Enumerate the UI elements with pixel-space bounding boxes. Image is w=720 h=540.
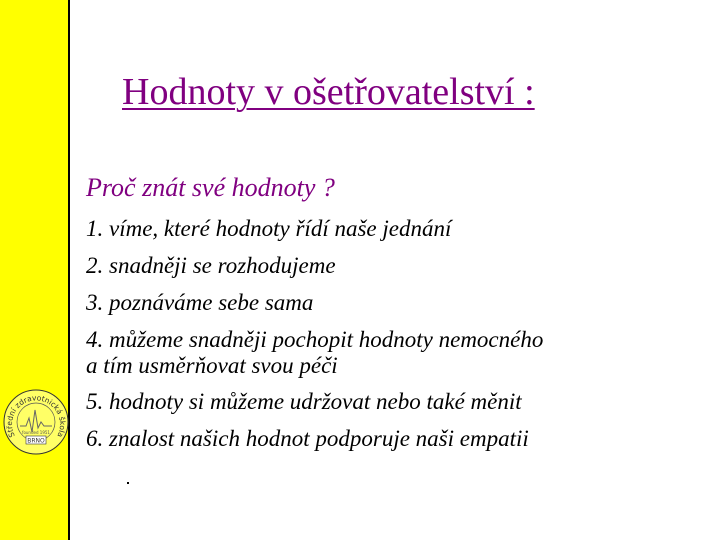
list-item: 5. hodnoty si můžeme udržovat nebo také měnit [86, 389, 522, 414]
logo-badge-text: BRNO [27, 437, 45, 445]
list-item: 2. snadněji se rozhodujeme [86, 253, 336, 278]
list-item: 4. můžeme snadněji pochopit hodnoty nemocného a tím usměrňovat svou péči [86, 321, 706, 379]
school-logo [2, 388, 70, 456]
reasons-list [86, 210, 706, 457]
slide-content [86, 170, 706, 457]
question-text: Proč znát své hodnoty ? [86, 173, 335, 202]
logo-arc-text: Střední zdravotnická škola [4, 393, 68, 439]
list-item: 6. znalost našich hodnot podporuje naši empatii [86, 426, 529, 451]
list-item: 3. poznáváme sebe sama [86, 290, 314, 315]
list-item-continuation: a tím usměrňovat svou péči [86, 353, 338, 378]
stray-dot [127, 482, 129, 484]
logo-small-text: founded 1951 [22, 430, 50, 435]
left-sidebar [0, 0, 70, 540]
slide-title: Hodnoty v ošetřovatelství : [122, 71, 535, 113]
list-item: 1. víme, které hodnoty řídí naše jednání [86, 216, 452, 241]
